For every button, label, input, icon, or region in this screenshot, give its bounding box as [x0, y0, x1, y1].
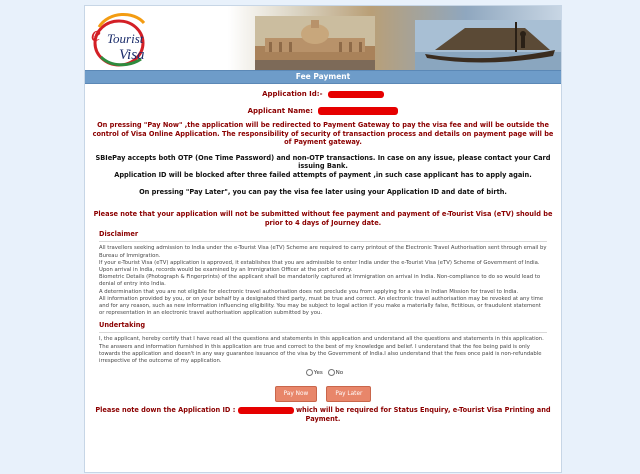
pay-now-button[interactable]: Pay Now [275, 386, 318, 402]
disclaimer-paragraph: All travellers seeking admission to India under the e-Tourist Visa (eTV) Scheme are required to carry printout of the Electronic Travel Authorisation sent through email by Bureau of Immigration. [99, 245, 547, 259]
applicant-name-row [91, 107, 555, 119]
etourist-visa-logo [89, 9, 169, 69]
disclaimer-paragraph: All information provided by you, or on your behalf by a designated third party, must be true and correct. An electronic travel authorisation may be revoked at any time and for any reason, such as new information influencing eligibility. You may be subject to legal action if you make a materially false, fictitious, or fraudulent statement or representation in an electronic travel authorisation application submitted by you. [99, 295, 544, 317]
section-title-bar: Fee Payment [85, 70, 561, 84]
svg-text:e: e [91, 21, 101, 46]
houseboat-image [415, 20, 561, 70]
blocked-paragraph: Application ID will be blocked after three failed attempts of payment ,in such case applicant has to apply again. [114, 170, 532, 179]
payment-buttons [91, 380, 555, 402]
fee-payment-content [85, 84, 561, 424]
applicant-name-redaction [318, 107, 398, 115]
application-id-note-suffix: which will be required for Status Enquiry, e-Tourist Visa Printing and Payment. [295, 406, 551, 424]
disclaimer-paragraph: If your e-Tourist Visa (eTV) application is approved, it establishes that you are admissible to enter India under the e-Tourist Visa (eTV) Scheme of Government of India. Upon arrival in India, records would be examined by an Immigration Officer at the port of entry. [99, 259, 540, 273]
undertaking-agree-radio-group [91, 369, 555, 376]
application-id-note-redaction [238, 407, 294, 414]
undertaking-text: I, the applicant, hereby certify that I have read all the questions and statements in this application and understand all the questions and statements in this application. The answers and information furnished in this application are true and correct to the best of my knowledge and belief. I understand that the fee being paid is only towards the application and doesn't in any way guarantee issuance of the visa by the Government of India.I also understand that the fees once paid is non-refundable irrespective of the outcome of my application. [99, 336, 544, 364]
otp-paragraph: SBIePay accepts both OTP (One Time Password) and non-OTP transactions. In case on any issue, please contact your Card issuing Bank. [95, 153, 551, 171]
application-id-note-prefix: Please note down the Application ID : [95, 406, 236, 415]
page-container [84, 5, 562, 473]
no-radio-label: No [335, 370, 344, 377]
disclaimer-body [99, 245, 547, 317]
application-id-row [91, 90, 555, 102]
application-id-label: Application Id:- [262, 90, 323, 98]
disclaimer-divider [99, 241, 547, 242]
application-id-redaction [328, 91, 384, 98]
parliament-building-image [255, 16, 375, 70]
pay-later-paragraph: On pressing "Pay Later", you can pay the visa fee later using your Application ID and date of birth. [139, 187, 507, 196]
undertaking-divider [99, 332, 547, 333]
header-banner [85, 6, 561, 70]
yes-radio[interactable] [306, 369, 313, 376]
svg-text:Visa: Visa [119, 47, 145, 63]
fee-note-paragraph: Please note that your application will not be submitted without fee payment and payment of e-Tourist Visa (eTV) should be prior to 4 days of Journey date. [93, 210, 553, 227]
pay-later-button[interactable]: Pay Later [326, 386, 371, 402]
yes-radio-label: Yes [313, 370, 323, 377]
disclaimer-heading: Disclaimer [99, 230, 139, 239]
intro-paragraph: On pressing "Pay Now" ,the application will be redirected to Payment Gateway to pay the visa fee and will be outside the control of Visa Online Application. The responsibility of security of transaction process and details on payment page will be of Payment gateway. [92, 121, 554, 147]
no-radio[interactable] [328, 369, 335, 376]
application-id-note [91, 406, 555, 424]
disclaimer-paragraph: Biometric Details (Photograph & Fingerprints) of the applicant shall be mandatorily captured at Immigration on arrival in India. Non-compliance to do so would lead to denial of entry into India. [99, 274, 541, 288]
undertaking-heading: Undertaking [99, 321, 146, 330]
svg-text:Tourist: Tourist [107, 31, 144, 46]
applicant-name-label: Applicant Name: [247, 107, 313, 115]
disclaimer-paragraph: A determination that you are not eligible for electronic travel authorisation does not preclude you from applying for a visa in Indian Mission for travel to India. [99, 288, 519, 295]
